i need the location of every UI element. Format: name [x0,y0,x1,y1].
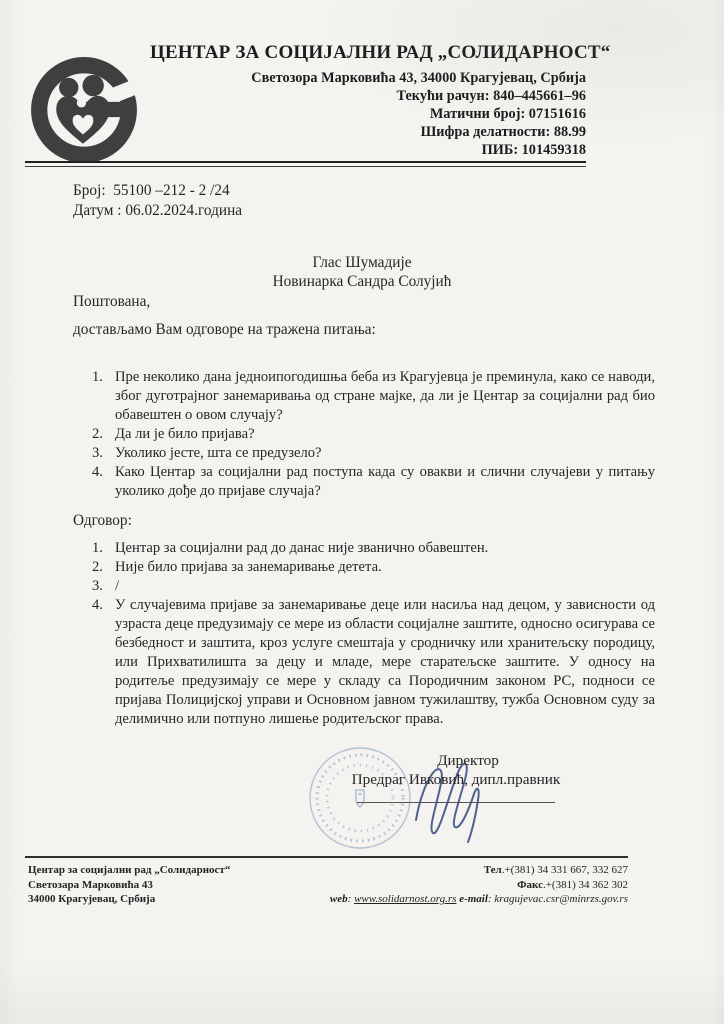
footer-org-name: Центар за социјални рад „Солидарност“ [28,864,231,876]
recipient-person: Новинарка Сандра Солујић [272,272,452,290]
questions-list [73,368,655,501]
answer-item-2: Није било пријава за занемаривање детета. [115,559,382,575]
organization-logo [28,54,140,166]
signatory-title: Директор [437,752,499,769]
web-label: web [329,893,348,905]
email-label: e-mail [456,893,488,905]
question-item-3: Уколико јесте, шта се предузело? [115,445,322,461]
question-item-1: Пре неколико дана једноипогодишња беба из Крагујевца је преминула, како се наводи, због дуготрајног занемаривања од стране мајке, да ли је Центар за социјални рад био обавештен о овом случају? [115,369,655,423]
footer-phone-line [330,863,628,878]
header-divider [25,161,586,167]
phone-label: Тел [483,864,502,876]
footer-street: Светозара Марковића 43 [28,878,153,891]
header-registry-number: Матични број: 07151616 [429,106,586,122]
footer-fax-line [330,878,628,893]
answers-list [73,539,655,729]
footer-web-email-line: web: www.solidarnost.org.rs e-mail: kragujevac.csr@minrzs.gov.rs [329,893,628,905]
signature-block [350,752,562,803]
salutation: Поштована, [73,293,151,310]
answer-heading: Одговор: [73,512,132,529]
answer-item-4: У случајевима пријаве за занемаривање деце или насиља над децом, у зависности од узраста деце предузимају се мере из области социјалне заштите, односно осигурава се безбедност и заштита, кроз услуге смештаја у сродничку или хранитељску породицу, или Прихватилишта за децу и младе, мере старатељске заштите. У односу на родитеље предузимају се мере у складу са Породичним законом РС, подноси се пријава Полицијској управи и Основном јавном тужилаштву, тужба Основном суду за делимично или потпуно лишење родитељског права. [115,597,655,727]
answer-item-3: / [115,578,120,594]
website-link[interactable]: www.solidarnost.org.rs [354,893,457,905]
question-item-2: Да ли је било пријава? [115,426,255,442]
answer-item-1: Центар за социјални рад до данас није званично обавештен. [115,540,489,556]
recipient-block [0,254,724,291]
document-meta [73,181,242,220]
footer-address-block [28,863,230,907]
logo-head-left [59,78,78,97]
intro-line: достављамо Вам одговоре на тражена питања: [73,321,376,338]
footer-city: 34000 Крагујевац, Србија [28,893,156,905]
footer-divider [25,856,628,858]
email-link[interactable]: kragujevac.csr@minrzs.gov.rs [494,893,628,905]
recipient-organization: Глас Шумадије [312,254,412,271]
signature-line [357,801,555,803]
footer-contact-block [330,863,628,907]
phone-value: .+(381) 34 331 667, 332 627 [501,864,628,876]
fax-label: Факс [517,878,543,891]
document-date: Датум : 06.02.2024.година [73,201,243,219]
document-number: Број: 55100 –212 - 2 /24 [73,182,230,199]
header-account: Текући рачун: 840–445661–96 [396,88,586,104]
page-title: ЦЕНТАР ЗА СОЦИЈАЛНИ РАД „СОЛИДАРНОСТ“ [150,42,611,63]
logo-dot [77,98,86,107]
question-item-4: Како Центар за социјални рад поступа када су овакви и слични случајеви у питању уколико дође до пријаве случаја? [115,464,655,499]
logo-head-right [82,75,103,96]
header-activity-code: Шифра делатности: 88.99 [420,124,586,140]
letterhead [150,42,611,159]
header-pib: ПИБ: 101459318 [481,142,586,158]
fax-value: .+(381) 34 362 302 [542,878,628,891]
signatory-name: Предраг Ивковић, дипл.правник [351,770,561,788]
header-address: Светозора Марковића 43, 34000 Крагујевац, Србија [251,70,586,86]
